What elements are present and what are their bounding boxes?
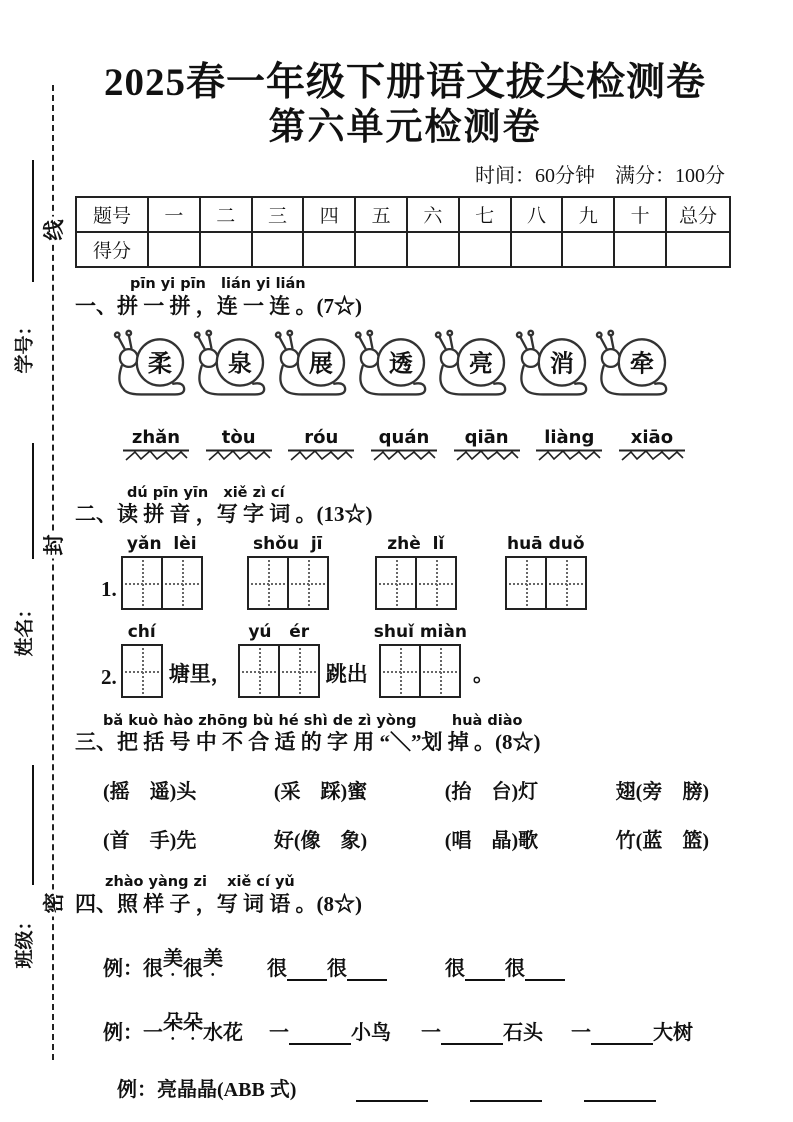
score-empty-cell <box>459 232 511 267</box>
writing-cell <box>287 558 327 608</box>
write-word-block <box>247 534 329 610</box>
sentence-text: 跳出 <box>325 661 368 686</box>
writing-grid <box>247 556 329 610</box>
section2-pinyin: dú pīn yīn xiě zì cí <box>127 484 285 501</box>
grass-underline-icon <box>619 448 685 462</box>
writing-cell <box>415 558 455 608</box>
answer-blank <box>289 1023 351 1045</box>
example-row-1 <box>75 942 735 981</box>
example-text: 例：一 <box>103 1022 163 1045</box>
word-pinyin: shuǐ miàn <box>373 621 467 642</box>
name-label: 姓名： <box>14 599 36 657</box>
score-header-cell: 总分 <box>666 197 730 232</box>
score-empty-cell <box>614 232 666 267</box>
fill-prefix: 很 <box>267 958 287 981</box>
grass-underline-icon <box>288 448 354 462</box>
writing-cell <box>545 558 585 608</box>
write-word-block <box>121 622 163 698</box>
snail-icon <box>111 329 191 403</box>
score-header-cell: 二 <box>200 197 252 232</box>
fill-prefix: 一 <box>571 1022 591 1045</box>
snail-icon <box>593 329 673 403</box>
writing-grid <box>375 556 457 610</box>
writing-cell <box>381 646 419 696</box>
word-pinyin: huā duǒ <box>506 533 585 554</box>
score-empty-cell <box>252 232 304 267</box>
score-table-score-row <box>76 232 730 267</box>
name-blank-line <box>32 443 34 559</box>
score-header-cell: 六 <box>407 197 459 232</box>
fill-prefix: 一 <box>421 1022 441 1045</box>
fill-suffix: 石头 <box>503 1022 543 1045</box>
write-word-block <box>505 534 587 610</box>
seal-char-line: 线 <box>38 217 68 244</box>
word-pinyin: yǎn lèi <box>126 533 197 554</box>
score-header-cell: 一 <box>148 197 200 232</box>
writing-cell <box>278 646 318 696</box>
pinyin-option-label: tòu <box>221 427 256 449</box>
snail-character: 亮 <box>469 351 494 378</box>
word-pinyin: chí <box>127 621 156 642</box>
snail-character: 消 <box>549 351 574 378</box>
score-row-label: 得分 <box>76 232 148 267</box>
pinyin-option <box>454 429 520 462</box>
writing-cell <box>249 558 287 608</box>
snail-icon <box>191 329 271 403</box>
score-empty-cell <box>511 232 563 267</box>
example-text: 水花 <box>203 1022 243 1045</box>
writing-cell <box>240 646 278 696</box>
writing-grid <box>238 644 320 698</box>
writing-cell <box>419 646 459 696</box>
snail-character: 透 <box>388 351 413 378</box>
word-pinyin: yú ér <box>248 621 310 642</box>
snail-icon <box>352 329 432 403</box>
snail-character: 泉 <box>228 351 253 378</box>
fill-prefix: 一 <box>269 1022 289 1045</box>
main-content <box>75 0 735 1102</box>
grass-underline-icon <box>536 448 602 462</box>
section3-heading: 三、把 括 号 中 不 合 适 的 字 用 “＼”划 掉 。(8☆) <box>75 730 541 755</box>
snail-character: 柔 <box>147 351 172 378</box>
answer-blank <box>356 1080 428 1102</box>
score-header-cell: 十 <box>614 197 666 232</box>
score-table <box>75 196 731 268</box>
section4-pinyin: zhào yàng zi xiě cí yǔ <box>105 874 295 891</box>
choice-item: 好(像 象) <box>273 830 368 853</box>
pinyin-option <box>536 429 602 462</box>
example-row-2 <box>75 1006 735 1045</box>
writing-cell <box>161 558 201 608</box>
example-row-3 <box>75 1073 735 1102</box>
score-empty-cell <box>355 232 407 267</box>
class-blank-line <box>32 765 34 885</box>
score-header-cell: 五 <box>355 197 407 232</box>
seal-char-mi: 密 <box>38 890 68 917</box>
answer-blank <box>470 1080 542 1102</box>
fill-prefix: 很 <box>445 958 465 981</box>
writing-grid <box>505 556 587 610</box>
writing-grid <box>121 556 203 610</box>
answer-blank <box>347 959 387 981</box>
writing-cell <box>123 558 161 608</box>
answer-blank <box>441 1023 503 1045</box>
question2-row <box>75 622 735 698</box>
pinyin-option-label: qiān <box>464 427 509 449</box>
score-empty-cell <box>407 232 459 267</box>
choice-row <box>75 824 735 853</box>
question2-number: 2. <box>101 664 117 689</box>
example-text-emphasized: 美 <box>203 948 223 971</box>
write-word-block <box>238 622 320 698</box>
pinyin-option <box>371 429 437 462</box>
snail-row <box>75 319 735 403</box>
seal-char-feng: 封 <box>38 532 68 559</box>
writing-cell <box>507 558 545 608</box>
score-empty-cell <box>200 232 252 267</box>
write-word-block <box>375 534 457 610</box>
pinyin-option <box>619 429 685 462</box>
question1-row <box>75 534 735 610</box>
choice-item: (采 踩)蜜 <box>273 781 368 804</box>
score-header-cell: 题号 <box>76 197 148 232</box>
score-header-cell: 四 <box>303 197 355 232</box>
choice-item: (摇 遥)头 <box>103 781 197 804</box>
example-text-emphasized: 美 <box>163 948 183 971</box>
sentence-period: 。 <box>472 661 494 686</box>
score-header-cell: 七 <box>459 197 511 232</box>
pinyin-option <box>206 429 272 462</box>
fill-prefix: 很 <box>505 958 525 981</box>
snail-icon <box>513 329 593 403</box>
choice-item: (首 手)先 <box>103 830 197 853</box>
choice-item: (唱 晶)歌 <box>444 830 539 853</box>
snail-icon <box>432 329 512 403</box>
pinyin-option-label: róu <box>304 427 339 449</box>
pinyin-option-label: xiāo <box>630 427 674 449</box>
section4-heading: 四、照 样 子 ，写 词 语 。(8☆) <box>75 891 362 916</box>
choice-row <box>75 775 735 804</box>
fill-suffix: 大树 <box>653 1022 693 1045</box>
example-text: 例：很 <box>103 958 163 981</box>
section3-pinyin: bǎ kuò hào zhōng bù hé shì de zì yòng huà diào <box>103 712 523 729</box>
grass-underline-icon <box>206 448 272 462</box>
answer-blank <box>584 1080 656 1102</box>
section1-pinyin: pīn yi pīn lián yi lián <box>130 276 306 293</box>
score-empty-cell <box>666 232 730 267</box>
sentence-text: 塘里， <box>168 661 232 686</box>
writing-grid <box>379 644 461 698</box>
score-empty-cell <box>562 232 614 267</box>
snail-icon <box>272 329 352 403</box>
snail-character: 展 <box>308 351 333 378</box>
paper-subtitle: 第六单元检测卷 <box>268 106 542 148</box>
class-label: 班级： <box>14 911 36 969</box>
score-header-cell: 九 <box>562 197 614 232</box>
pinyin-option <box>123 429 189 462</box>
score-header-cell: 三 <box>252 197 304 232</box>
pinyin-option-row <box>75 403 735 462</box>
example-text: 例：亮晶晶(ABB 式) <box>117 1079 297 1102</box>
pinyin-option-label: quán <box>378 427 430 449</box>
fill-prefix: 很 <box>327 958 347 981</box>
score-empty-cell <box>303 232 355 267</box>
fill-suffix: 小鸟 <box>351 1022 391 1045</box>
example-text: 很 <box>183 958 203 981</box>
section1-heading: 一、拼 一 拼 ，连 一 连 。(7☆) <box>75 293 362 318</box>
score-header-cell: 八 <box>511 197 563 232</box>
example-text-emphasized: 朵朵 <box>163 1012 203 1035</box>
grass-underline-icon <box>454 448 520 462</box>
choice-item: 竹(蓝 篮) <box>615 830 709 853</box>
answer-blank <box>287 959 327 981</box>
writing-cell <box>123 646 161 696</box>
snail-character: 牵 <box>629 351 654 378</box>
pinyin-option-label: zhǎn <box>131 427 181 449</box>
score-empty-cell <box>148 232 200 267</box>
answer-blank <box>591 1023 653 1045</box>
write-word-block <box>374 622 467 698</box>
grass-underline-icon <box>371 448 437 462</box>
student-no-label: 学号： <box>14 316 36 374</box>
word-pinyin: shǒu jī <box>253 533 323 554</box>
write-word-block <box>121 534 203 610</box>
word-pinyin: zhè lǐ <box>387 533 445 554</box>
time-and-score: 时间：60分钟 满分：100分 <box>475 165 725 188</box>
choice-item: 翅(旁 膀) <box>615 781 709 804</box>
writing-cell <box>377 558 415 608</box>
answer-blank <box>525 959 565 981</box>
question1-number: 1. <box>101 576 117 601</box>
score-table-header-row <box>76 197 730 232</box>
student-no-blank-line <box>32 160 34 282</box>
pinyin-option <box>288 429 354 462</box>
grass-underline-icon <box>123 448 189 462</box>
paper-title: 2025春一年级下册语文拔尖检测卷 <box>103 61 706 104</box>
writing-grid <box>121 644 163 698</box>
choice-item: (抬 台)灯 <box>444 781 539 804</box>
answer-blank <box>465 959 505 981</box>
section2-heading: 二、读 拼 音 ，写 字 词 。(13☆) <box>75 502 373 527</box>
pinyin-option-label: liàng <box>544 427 595 449</box>
